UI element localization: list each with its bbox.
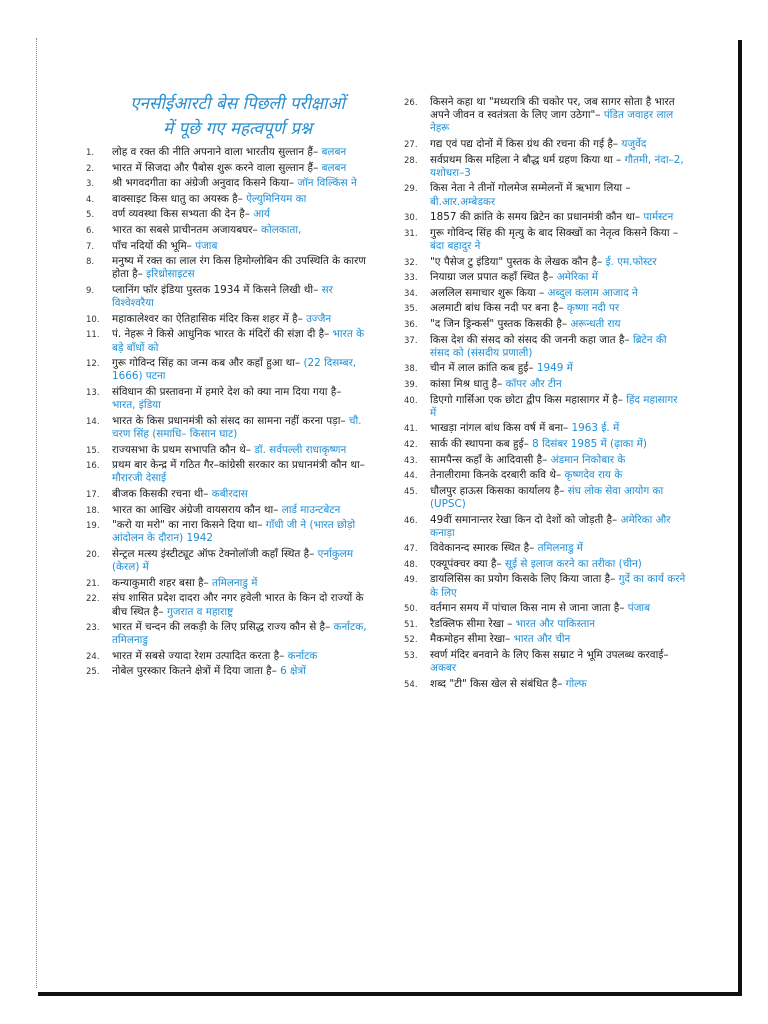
question-number: 21. — [86, 578, 100, 589]
question-item — [404, 227, 686, 253]
answer-text: तमिलनाडु में — [212, 576, 258, 589]
question-item — [404, 618, 686, 631]
question-text: कांसा मिश्र धातु है– — [430, 377, 503, 390]
question-number: 50. — [404, 604, 418, 615]
answer-text: सर विश्वेश्वरैया — [112, 283, 333, 310]
question-text: चीन में लाल क्रांति कब हुई– — [430, 362, 534, 375]
question-text: नोबेल पुरस्कार कितने क्षेत्रों में दिया जाता है– — [112, 665, 277, 678]
question-number: 3. — [86, 179, 95, 190]
question-number: 1. — [86, 148, 95, 158]
answer-text: इरिथ्रोसाइटस — [146, 268, 195, 281]
question-text: संघ शासित प्रदेश दादरा और नगर हवेली भारत के किन दो राज्यों के बीच स्थित है– — [112, 592, 364, 618]
question-number: 2. — [86, 163, 95, 174]
question-item — [404, 558, 686, 571]
answer-text: अंडमान निकोबार के — [550, 453, 626, 466]
question-number: 10. — [86, 314, 100, 325]
question-item — [86, 284, 368, 310]
question-text: "द जिन ड्रिन्कर्स" पुस्तक किसकी है– — [430, 317, 568, 330]
question-text: भारत में सबसे ज्यादा रेशम उत्पादित करता है– — [112, 649, 285, 662]
question-text: मैकमोहन सीमा रेखा– — [430, 633, 511, 646]
question-item — [86, 488, 368, 501]
question-text: संविधान की प्रस्तावना में हमारे देश को क्या नाम दिया गया है– — [112, 385, 342, 398]
answer-text: भारत के बड़े बाँधों को — [112, 328, 365, 354]
question-text: सार्क की स्थापना कब हुई– — [430, 437, 529, 450]
answer-text: बंदा बहादुर ने — [430, 239, 481, 252]
question-item — [86, 444, 368, 457]
question-text: विवेकानन्द स्मारक स्थित है– — [430, 542, 535, 555]
question-item — [404, 469, 686, 482]
question-text: वर्ण व्यवस्था किस सभ्यता की देन है– — [112, 208, 250, 221]
answer-text: डॉ. सर्वपल्ली राधाकृष्णन — [254, 443, 347, 456]
answer-text: गौतमी, नंदा–2, यशोधरा–3 — [430, 153, 684, 179]
question-number: 9. — [86, 285, 95, 296]
question-item — [404, 287, 686, 300]
question-number: 19. — [86, 521, 100, 532]
answer-text: जॉन विल्किंस ने — [297, 177, 357, 190]
question-item — [404, 602, 686, 615]
question-number: 12. — [86, 359, 100, 370]
answer-text: पार्मस्टन — [643, 211, 674, 224]
question-item — [86, 177, 368, 190]
question-number: 52. — [404, 635, 418, 646]
question-text: गुरू गोविन्द सिंह की मृत्यु के बाद सिक्खों का नेतृत्व किसने किया – — [430, 226, 679, 239]
question-text: बीजक किसकी रचना थी– — [112, 487, 209, 500]
question-text: "करो या मरो" का नारा किसने दिया था– — [112, 519, 263, 532]
question-number: 53. — [404, 651, 418, 662]
question-text: राज्यसभा के प्रथम सभापति कौन थे– — [112, 443, 251, 456]
answer-text: 1963 ई. में — [571, 422, 620, 435]
question-item — [404, 422, 686, 435]
question-text: भारत में सिजदा और पैबोस शुरू करने वाला सुल्तान हैं– — [112, 161, 319, 174]
question-text: भारत के किस प्रधानमंत्री को संसद का सामना नहीं करना पड़ा– — [112, 414, 346, 427]
question-number: 7. — [86, 241, 95, 252]
question-number: 29. — [404, 184, 418, 195]
question-number: 40. — [404, 395, 418, 406]
answer-text: कोलकाता, — [261, 223, 302, 236]
question-item — [404, 334, 686, 360]
question-text: लोह व रक्त की नीति अपनाने वाला भारतीय सुल्तान हैं– — [112, 146, 319, 158]
question-text: 49वीं समानान्तर रेखा किन दो देशों को जोड़ती है– — [430, 513, 618, 526]
question-text: नियाग्रा जल प्रपात कहाँ स्थित है– — [430, 271, 554, 284]
answer-text: ब्रिटेन की संसद को (संसदीय प्रणाली) — [430, 333, 667, 359]
question-item — [86, 146, 368, 159]
question-text: डिएगो गार्सिआ एक छोटा द्वीप किस महासागर में है– — [430, 393, 623, 406]
answer-text: सूई से इलाज करने का तरीका (चीन) — [504, 557, 642, 570]
question-number: 41. — [404, 424, 418, 435]
question-number: 26. — [404, 98, 418, 108]
question-text: भारत का आखिर अंग्रेजी वायसराय कौन था– — [112, 503, 279, 516]
answer-text: गुर्दे का कार्य करने के लिए — [430, 573, 686, 599]
question-text: श्री भगवदगीता का अंग्रेजी अनुवाद किसने किया– — [112, 177, 295, 190]
question-item — [404, 182, 686, 208]
question-number: 34. — [404, 288, 418, 299]
question-item — [404, 454, 686, 467]
question-item — [404, 256, 686, 269]
question-item — [404, 438, 686, 451]
question-number: 30. — [404, 213, 418, 224]
question-number: 36. — [404, 319, 418, 330]
answer-text: लार्ड माउन्टबेटन — [281, 503, 341, 516]
question-item — [86, 386, 368, 412]
question-item — [404, 271, 686, 284]
question-number: 37. — [404, 335, 418, 346]
answer-text: अरून्धती राय — [570, 317, 621, 330]
question-item — [404, 542, 686, 555]
answer-text: पंजाब — [627, 602, 651, 615]
answer-text: पंजाब — [195, 239, 218, 252]
question-number: 48. — [404, 559, 418, 570]
question-number: 28. — [404, 155, 418, 166]
answer-text: भारत, इंडिया — [112, 399, 161, 412]
answer-text: मौरारजी देसाई — [112, 472, 167, 485]
question-item — [86, 665, 368, 678]
question-text: धौलपुर हाऊस किसका कार्यालय है– — [430, 484, 565, 497]
question-item — [404, 318, 686, 331]
question-number: 49. — [404, 575, 418, 586]
question-text: एक्यूपंक्चर क्या है– — [430, 557, 502, 570]
title-line-2: में पूछे गए महत्वपूर्ण प्रश्न — [162, 119, 313, 139]
question-text: प्लानिंग फॉर इंडिया पुस्तक 1934 में किसने लिखी थी– — [112, 283, 319, 296]
question-item — [86, 548, 368, 574]
answer-text: कृष्णा नदी पर — [566, 302, 620, 315]
title-line-1: एनसीईआरटी बेस पिछली परीक्षाओं — [130, 94, 345, 114]
answer-text: बलबन — [321, 161, 347, 174]
question-text: किसने कहा था "मध्यरात्रि की चकोर पर, जब सागर सोता है भारत अपने जीवन व स्वतंत्रता के लिए जाग उठेगा"– — [430, 96, 675, 122]
question-number: 38. — [404, 364, 418, 375]
question-item — [86, 255, 368, 281]
question-number: 16. — [86, 461, 100, 472]
answer-text: कृष्णदेव राय के — [564, 469, 623, 482]
question-number: 33. — [404, 273, 418, 284]
question-item — [86, 621, 368, 647]
question-text: भारत में चन्दन की लकड़ी के लिए प्रसिद्ध राज्य कौन से है– — [112, 621, 331, 634]
answer-text: 6 क्षेत्रों — [280, 665, 306, 678]
question-item — [404, 573, 686, 599]
question-item — [404, 514, 686, 540]
question-number: 14. — [86, 416, 100, 427]
question-item — [404, 649, 686, 675]
question-item — [404, 211, 686, 224]
question-text: किस नेता ने तीनों गोलमेज सम्मेलनों में ऋभाग लिया – — [430, 182, 631, 195]
answer-text: तमिलनाडु में — [537, 542, 584, 555]
question-number: 18. — [86, 505, 100, 516]
question-number: 17. — [86, 489, 100, 500]
question-item — [86, 313, 368, 326]
answer-text: अकबर — [430, 662, 457, 675]
question-number: 42. — [404, 439, 418, 450]
question-text: प्रथम बार केन्द्र में गठित गैर–कांग्रेसी सरकार का प्रधानमंत्री कौन था– — [112, 459, 365, 472]
question-number: 8. — [86, 257, 95, 268]
question-text: मनुष्य में रक्त का लाल रंग किस हिमोग्लोबिन की उपस्थिति के कारण होता है– — [112, 255, 366, 281]
question-item — [86, 208, 368, 221]
question-text: अललिल समाचार शुरू किया – — [430, 286, 545, 299]
answer-text: गुजरात व महाराष्ट्र — [166, 605, 234, 618]
answer-text: (22 दिसम्बर, 1666) पटना — [112, 357, 357, 383]
question-item — [86, 224, 368, 237]
question-number: 32. — [404, 257, 418, 268]
answer-text: कर्नाटक, तमिलनाडु — [112, 621, 367, 647]
question-item — [404, 138, 686, 151]
question-number: 54. — [404, 679, 418, 690]
question-text: डायलिसिस का प्रयोग किसके लिए किया जाता है– — [430, 573, 616, 586]
question-number: 13. — [86, 387, 100, 398]
question-item — [86, 459, 368, 485]
question-text: गद्य एवं पद्य दोनों में किस ग्रंथ की रचना की गई है– — [430, 138, 619, 150]
question-number: 4. — [86, 194, 95, 205]
question-item — [86, 162, 368, 175]
question-item — [86, 519, 368, 545]
question-item — [404, 485, 686, 511]
question-item — [86, 328, 368, 354]
answer-text: अब्दुल कलाम आजाद ने — [547, 286, 638, 299]
question-text: सामपैन्स कहाँ के आदिवासी है– — [430, 453, 548, 466]
question-item — [404, 678, 686, 691]
answer-text: हिंद महासागर में — [430, 393, 678, 419]
question-number: 31. — [404, 228, 418, 239]
answer-text: यजुर्वेद — [621, 138, 647, 150]
answer-text: ई. एम.फोस्टर — [605, 255, 657, 268]
question-item — [86, 592, 368, 618]
question-text: रैडक्लिफ सीमा रेखा – — [430, 617, 513, 630]
question-item — [86, 650, 368, 663]
answer-text: गाँधी जी ने (भारत छोड़ो आंदोलन के दौरान) 1942 — [112, 519, 356, 545]
question-number: 22. — [86, 594, 100, 605]
question-item — [404, 96, 686, 136]
question-number: 6. — [86, 225, 95, 236]
question-text: अलमाटी बांध किस नदी पर बना है– — [430, 302, 564, 315]
answer-text: 8 दिसंबर 1985 में (ढ़ाका में) — [532, 437, 647, 450]
question-text: सेन्ट्रल मत्स्य इंस्टीट्यूट ऑफ टेक्नोलॉजी कहाँ स्थित है– — [112, 547, 315, 560]
question-item — [86, 415, 368, 441]
answer-text: ऐल्युमिनियम का — [246, 192, 307, 205]
question-column-right — [404, 96, 686, 693]
answer-text: आर्य — [253, 208, 270, 221]
answer-text: अमेरिका और कनाड़ा — [430, 513, 671, 539]
question-item — [404, 378, 686, 391]
answer-text: एर्नाकुलम (केरल) में — [112, 547, 354, 574]
question-number: 5. — [86, 210, 95, 221]
question-number: 44. — [404, 471, 418, 482]
question-number: 20. — [86, 549, 100, 560]
answer-text: गोल्फ — [565, 677, 587, 690]
question-text: सर्वप्रथम किस महिला ने बौद्ध धर्म ग्रहण किया था – — [430, 153, 622, 166]
answer-text: भारत और पाकिस्तान — [515, 617, 596, 630]
question-text: स्वर्ण मंदिर बनवाने के लिए किस सम्राट ने भूमि उपलब्ध करवाई– — [430, 649, 669, 662]
question-number: 24. — [86, 651, 100, 662]
question-item — [404, 394, 686, 420]
answer-text: बी.आर.अम्बेडकर — [430, 195, 496, 208]
question-text: किस देश की संसद को संसद की जननी कहा जात है– — [430, 333, 630, 346]
question-text: पाँच नदियों की भूमि– — [112, 239, 192, 252]
page-title — [70, 92, 405, 142]
question-text: वर्तमान समय में पांचाल किस नाम से जाना जाता है– — [430, 602, 625, 615]
question-text: 1857 की क्रांति के समय ब्रिटेन का प्रधानमंत्री कौन था– — [430, 211, 641, 224]
question-number: 27. — [404, 140, 418, 150]
question-text: महाकालेश्वर का ऐतिहासिक मंदिर किस शहर में है– — [112, 312, 303, 325]
question-number: 39. — [404, 379, 418, 390]
question-item — [404, 633, 686, 646]
question-text: कन्याकुमारी शहर बसा है– — [112, 576, 209, 589]
question-number: 15. — [86, 445, 100, 456]
question-number: 11. — [86, 330, 100, 341]
question-item — [86, 577, 368, 590]
question-item — [86, 193, 368, 206]
question-text: बाक्साइट किस धातु का अयस्क है– — [112, 192, 243, 205]
answer-text: चौ. चरण सिंह (समाधि– किसान घाट) — [112, 414, 362, 440]
question-number: 25. — [86, 667, 100, 678]
question-text: गुरू गोविन्द सिंह का जन्म कब और कहाँ हुआ था– — [112, 357, 301, 370]
question-item — [86, 504, 368, 517]
question-column-left — [86, 146, 368, 681]
question-text: तेनालीरामा किनके दरबारी कवि थे– — [430, 469, 562, 482]
question-item — [404, 154, 686, 180]
answer-text: कबीरदास — [211, 487, 248, 500]
question-number: 47. — [404, 544, 418, 555]
question-item — [404, 302, 686, 315]
answer-text: बलबन — [321, 146, 347, 158]
question-number: 43. — [404, 455, 418, 466]
answer-text: कर्नाटक — [287, 649, 318, 662]
question-number: 51. — [404, 619, 418, 630]
question-text: भाखड़ा नांगल बांध किस वर्ष में बना– — [430, 422, 569, 435]
question-number: 46. — [404, 515, 418, 526]
question-number: 35. — [404, 304, 418, 315]
question-text: पं. नेहरू ने किसे आधुनिक भारत के मंदिरों की संज्ञा दी है– — [112, 328, 330, 341]
question-item — [404, 362, 686, 375]
question-number: 23. — [86, 623, 100, 634]
answer-text: अमेरिका में — [556, 271, 599, 284]
question-text: "ए पैसेज टु इंडिया" पुस्तक के लेखक कौन है– — [430, 255, 603, 268]
answer-text: संघ लोक सेवा आयोग का (UPSC) — [430, 484, 664, 510]
answer-text: 1949 में — [536, 362, 573, 375]
question-number: 45. — [404, 486, 418, 497]
answer-text: पंडित जवाहर लाल नेहरू — [430, 109, 674, 135]
answer-text: कॉपर और टीन — [505, 377, 562, 390]
question-item — [86, 357, 368, 383]
answer-text: भारत और चीन — [513, 633, 571, 646]
question-text: शब्द "टी" किस खेल से संबंधित है– — [430, 677, 563, 690]
answer-text: उज्जैन — [306, 312, 332, 325]
question-text: भारत का सबसे प्राचीनतम अजायबघर– — [112, 223, 258, 236]
question-item — [86, 240, 368, 253]
